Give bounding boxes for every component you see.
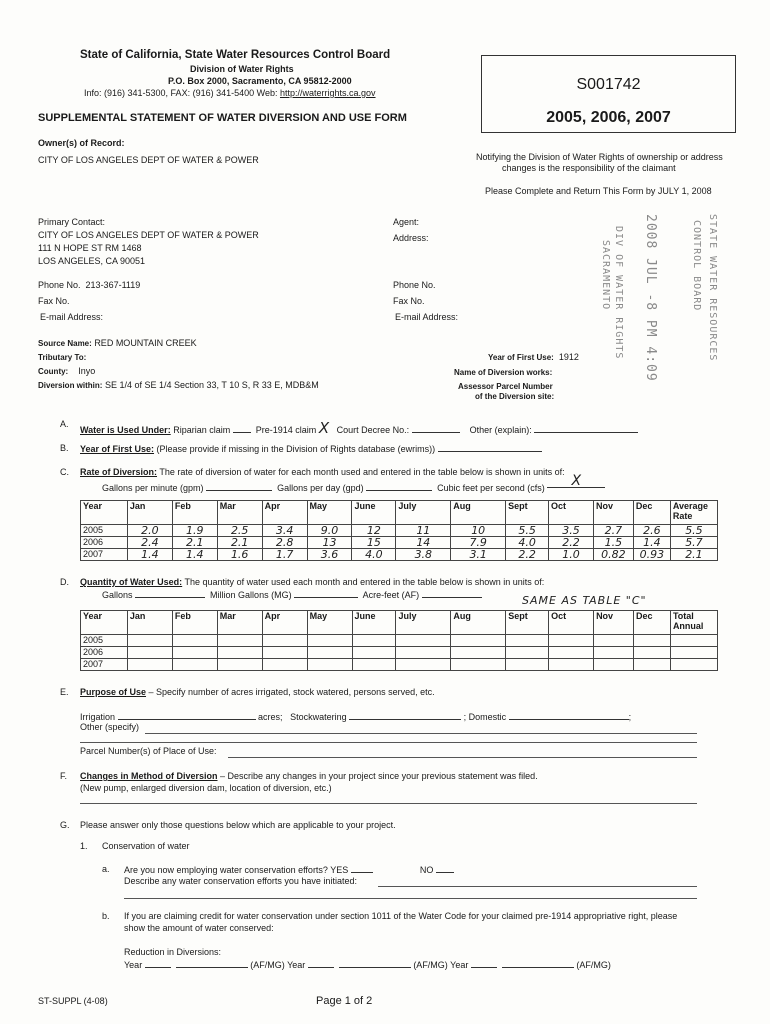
item-a-letter: a. [102,864,110,874]
rate-value-cell[interactable]: 1.9 [172,525,217,537]
domestic-blank[interactable] [509,711,629,720]
section-b-title: Year of First Use: [80,444,155,454]
col-oct: Oct [549,501,594,525]
quantity-value-cell[interactable] [307,659,352,671]
col-mar: Mar [217,501,262,525]
sacramento-stamp: SACRAMENTO [600,240,611,311]
afmg-label-3: (AF/MG) [576,960,611,970]
rate-value-cell[interactable]: 2.8 [262,537,307,549]
col-jan: Jan [127,501,172,525]
quantity-value-cell[interactable] [634,635,671,647]
source-row [38,338,197,348]
gpd-blank[interactable] [366,482,432,491]
col-average-rate: Average Rate [670,501,717,525]
col-sept: Sept [506,501,549,525]
statement-years: 2005, 2006, 2007 [546,109,671,126]
other-specify-line-2[interactable] [80,742,697,743]
first-use-row [488,352,579,362]
quantity-value-cell[interactable] [506,659,549,671]
qcol-mar: Mar [217,611,262,635]
quantity-used-table [80,610,718,671]
quantity-value-cell[interactable] [451,635,506,647]
reduction-label: Reduction in Diversions: [124,947,222,957]
parcel-line[interactable] [228,757,697,758]
rate-value-cell[interactable]: 2.5 [217,525,262,537]
rate-value-cell[interactable]: 3.6 [307,549,352,561]
gpm-blank[interactable] [206,482,272,491]
form-title: SUPPLEMENTAL STATEMENT OF WATER DIVERSION AND USE FORM [38,112,407,124]
section-e-title: Purpose of Use [80,687,147,697]
other-explain-label: Other (explain): [469,425,532,435]
rate-value-cell[interactable]: 2.1 [217,537,262,549]
col-year: Year [81,501,128,525]
primary-contact-label: Primary Contact: [38,217,106,227]
agent-fax-label: Fax No. [393,296,425,306]
qcol-nov: Nov [594,611,634,635]
rate-year-cell: 2006 [81,537,128,549]
quantity-year-cell: 2007 [81,659,128,671]
qcol-july: July [396,611,451,635]
diversion-works-label: Name of Diversion works: [454,368,553,377]
first-use-value: 1912 [558,352,579,362]
rate-value-cell[interactable]: 9.0 [307,525,352,537]
reduction-row [124,959,611,970]
quantity-value-cell[interactable] [594,647,634,659]
section-d-row [80,577,544,587]
gpm-label: Gallons per minute (gpm) [102,483,204,493]
afmg-label-2: (AF/MG) [413,960,448,970]
contact-street: 111 N HOPE ST RM 1468 [38,243,142,253]
quantity-value-cell[interactable] [549,635,594,647]
quantity-value-cell[interactable] [594,635,634,647]
quantity-value-cell[interactable] [262,647,307,659]
first-use-label: Year of First Use: [488,353,554,362]
quantity-year-cell: 2005 [81,635,128,647]
first-use-blank[interactable] [438,443,542,452]
qcol-oct: Oct [549,611,594,635]
rate-value-cell[interactable]: 1.4 [172,549,217,561]
section-b-letter: B. [60,443,69,453]
section-e-row [80,687,435,697]
af-blank[interactable] [422,589,482,598]
cfs-mark: X [571,473,582,489]
contact-name: CITY OF LOS ANGELES DEPT OF WATER & POWER [38,230,259,240]
col-aug: Aug [451,501,506,525]
col-may: May [307,501,352,525]
rate-header-row [81,501,718,525]
division-name: Division of Water Rights [190,64,294,74]
gallons-label: Gallons [102,590,133,600]
qcol-may: May [307,611,352,635]
court-decree-blank[interactable] [412,424,460,433]
quantity-value-cell[interactable] [217,635,262,647]
conservation-credit-question-2: show the amount of water conserved: [124,923,274,933]
quantity-value-cell[interactable] [172,635,217,647]
diversion-label: Diversion within: [38,381,103,390]
county-value: Inyo [78,366,96,376]
section-f-title: Changes in Method of Diversion [80,771,218,781]
statement-id: S001742 [576,76,641,93]
amount-blank-3[interactable] [502,959,574,968]
rate-value-cell[interactable]: 1.4 [127,549,172,561]
section-d-text: The quantity of water used each month and entered in the table below is shown in units of: [184,577,545,587]
rate-year-cell: 2007 [81,549,128,561]
quantity-value-cell[interactable] [396,635,451,647]
phone-value: 213-367-1119 [85,280,141,290]
qcol-apr: Apr [262,611,307,635]
item-1-label: Conservation of water [102,841,190,851]
quantity-row [81,659,718,671]
year-blank-2[interactable] [308,959,334,968]
rate-of-diversion-table [80,500,718,561]
info-text: Info: (916) 341-5300, FAX: (916) 341-5400 Web: [84,88,278,98]
rate-value-cell[interactable]: 1.6 [217,549,262,561]
rate-row [81,525,718,537]
quantity-units-row [102,589,482,600]
acres-label: acres; [258,712,283,722]
year-label-1: Year [124,960,143,970]
qcol-june: June [352,611,396,635]
quantity-year-cell: 2006 [81,647,128,659]
board-title: State of California, State Water Resources Control Board [80,49,391,61]
diversion-location: SE 1/4 of SE 1/4 Section 33, T 10 S, R 33 E, MDB&M [104,380,319,390]
amount-blank-2[interactable] [339,959,411,968]
item-1-number: 1. [80,841,88,851]
county-row [38,366,95,376]
quantity-value-cell[interactable] [262,659,307,671]
quantity-value-cell[interactable] [549,647,594,659]
describe-efforts-line-2[interactable] [124,898,697,899]
pre1914-mark[interactable]: X [318,419,330,437]
source-name: RED MOUNTAIN CREEK [94,338,197,348]
rate-value-cell[interactable]: 1.5 [593,537,633,549]
rate-value-cell[interactable]: 2.4 [127,537,172,549]
quantity-value-cell[interactable] [594,659,634,671]
quantity-value-cell[interactable] [127,647,172,659]
section-e-text: – Specify number of acres irrigated, stock watered, persons served, etc. [148,687,435,697]
owner-label: Owner(s) of Record: [38,138,125,148]
division-stamp: DIV OF WATER RIGHTS [613,226,624,360]
col-apr: Apr [262,501,307,525]
statement-id-box [481,55,736,133]
received-date-stamp: 2008 JUL -8 PM 4:09 [643,214,658,382]
fax-label: Fax No. [38,296,70,306]
rate-value-cell[interactable]: 5.5 [506,525,549,537]
rate-value-cell[interactable]: 1.4 [633,537,670,549]
quantity-value-cell[interactable] [634,659,671,671]
no-blank[interactable] [436,864,454,873]
col-nov: Nov [593,501,633,525]
year-label-2: Year [287,960,306,970]
section-a-title: Water is Used Under: [80,425,171,435]
quantity-value-cell[interactable] [352,647,396,659]
section-f-text-2: (New pump, enlarged diversion dam, location of diversion, etc.) [80,783,332,793]
contact-info [84,88,376,98]
col-july: July [396,501,451,525]
qcol-aug: Aug [451,611,506,635]
quantity-value-cell[interactable] [451,647,506,659]
quantity-value-cell[interactable] [352,659,396,671]
rate-value-cell[interactable]: 14 [396,537,451,549]
amount-blank-1[interactable] [176,959,248,968]
agent-phone-label: Phone No. [393,280,436,290]
rate-value-cell[interactable]: 2.1 [670,549,717,561]
quantity-value-cell[interactable] [451,659,506,671]
yes-blank[interactable] [351,864,373,873]
purpose-row: Irrigation acres; Stockwatering ; Domestic ; [80,712,632,722]
rate-value-cell[interactable]: 11 [396,525,451,537]
rate-value-cell[interactable]: 3.8 [396,549,451,561]
stockwatering-label: Stockwatering [290,712,347,722]
section-b-row [80,443,542,454]
section-c-text: The rate of diversion of water for each month used and entered in the table below is shown in units of: [159,467,565,477]
qcol-jan: Jan [127,611,172,635]
af-label: Acre-feet (AF) [362,590,420,600]
rate-value-cell[interactable]: 12 [352,525,396,537]
gpd-label: Gallons per day (gpd) [277,483,364,493]
contact-city: LOS ANGELES, CA 90051 [38,256,146,266]
quantity-value-cell[interactable] [506,635,549,647]
board-stamp: STATE WATER RESOURCES [707,214,718,362]
riparian-label: Riparian claim [173,425,231,435]
quantity-value-cell[interactable] [127,659,172,671]
rate-value-cell[interactable]: 2.1 [172,537,217,549]
describe-efforts-label: Describe any water conservation efforts you have initiated: [124,876,357,886]
section-f-row [80,771,538,781]
rate-value-cell[interactable]: 5.5 [670,525,717,537]
section-c-row [80,467,565,477]
rate-value-cell[interactable]: 5.7 [670,537,717,549]
cfs-blank[interactable] [547,473,605,489]
agent-address-label: Address: [393,233,429,243]
mg-blank[interactable] [294,589,358,598]
describe-efforts-line[interactable] [378,886,697,887]
irrigation-label: Irrigation [80,712,116,722]
quantity-value-cell[interactable] [634,647,671,659]
quantity-value-cell[interactable] [217,647,262,659]
apn-label: Assessor Parcel Number [458,382,553,391]
domestic-label: ; Domestic [463,712,507,722]
afmg-label-1: (AF/MG) [250,960,285,970]
quantity-value-cell[interactable] [172,659,217,671]
rate-value-cell[interactable]: 4.0 [506,537,549,549]
rate-value-cell[interactable]: 1.7 [262,549,307,561]
form-id: ST-SUPPL (4-08) [38,996,108,1006]
rate-value-cell[interactable]: 2.2 [506,549,549,561]
source-name-label: Source Name: [38,339,92,348]
rate-value-cell[interactable]: 0.93 [633,549,670,561]
col-dec: Dec [633,501,670,525]
county-label: County: [38,367,69,376]
phone-label: Phone No. [38,280,81,290]
quantity-value-cell[interactable] [307,647,352,659]
rate-units-row [102,473,605,493]
rate-value-cell[interactable]: 0.82 [593,549,633,561]
return-notice: Please Complete and Return This Form by JULY 1, 2008 [485,186,712,196]
section-g-text: Please answer only those questions below which are applicable to your project. [80,820,396,830]
qcol-sept: Sept [506,611,549,635]
agent-label: Agent: [393,217,420,227]
other-explain-blank[interactable] [534,424,638,433]
rate-value-cell[interactable]: 2.2 [549,537,594,549]
section-d-title: Quantity of Water Used: [80,577,183,587]
mg-label: Million Gallons (MG) [210,590,292,600]
conservation-credit-question: If you are claiming credit for water conservation under section 1011 of the Water Code for your claimed pre-1914 appropriative right, please [124,911,678,921]
section-b-text: (Please provide if missing in the Division of Rights database (ewrims)) [156,444,436,454]
rate-row [81,549,718,561]
board-stamp-2: CONTROL BOARD [691,220,702,312]
rate-value-cell[interactable]: 10 [451,525,506,537]
quantity-value-cell[interactable] [262,635,307,647]
web-link[interactable]: http://waterrights.ca.gov [279,88,376,98]
rate-value-cell[interactable]: 2.7 [593,525,633,537]
qcol-dec: Dec [634,611,671,635]
quantity-value-cell[interactable] [352,635,396,647]
quantity-row [81,635,718,647]
owner-name: CITY OF LOS ANGELES DEPT OF WATER & POWER [38,155,259,165]
rate-row [81,537,718,549]
parcel-label: Parcel Number(s) of Place of Use: [80,746,217,756]
other-specify-label: Other (specify) [80,722,140,732]
quantity-value-cell[interactable] [307,635,352,647]
rate-value-cell[interactable]: 2.0 [127,525,172,537]
pre1914-label: Pre-1914 claim [255,425,317,435]
year-blank-3[interactable] [471,959,497,968]
rate-value-cell[interactable]: 7.9 [451,537,506,549]
rate-value-cell[interactable]: 1.0 [549,549,594,561]
no-label: NO [419,865,434,875]
year-label-3: Year [450,960,469,970]
section-a-row [80,419,638,437]
rate-value-cell[interactable]: 3.1 [451,549,506,561]
cfs-label: Cubic feet per second (cfs) [437,483,545,493]
qcol-year: Year [81,611,128,635]
col-feb: Feb [172,501,217,525]
contact-phone-row [38,280,140,290]
quantity-value-cell[interactable] [127,635,172,647]
rate-value-cell[interactable]: 15 [352,537,396,549]
quantity-value-cell[interactable] [670,635,717,647]
gallons-blank[interactable] [135,589,205,598]
riparian-blank[interactable] [233,424,251,433]
section-f-text: – Describe any changes in your project since your previous statement was filed. [220,771,538,781]
rate-year-cell: 2005 [81,525,128,537]
notice-line2: changes is the responsibility of the claimant [502,163,676,173]
other-specify-line[interactable] [145,733,697,734]
section-d-letter: D. [60,577,69,587]
rate-value-cell[interactable]: 2.6 [633,525,670,537]
conservation-question: Are you now employing water conservation efforts? YES [124,865,349,875]
quantity-value-cell[interactable] [396,659,451,671]
quantity-header-row [81,611,718,635]
year-blank-1[interactable] [145,959,171,968]
quantity-value-cell[interactable] [217,659,262,671]
irrigation-blank[interactable] [118,711,256,720]
quantity-value-cell[interactable] [670,659,717,671]
rate-value-cell[interactable]: 4.0 [352,549,396,561]
section-f-letter: F. [60,771,68,781]
apn-label-2: of the Diversion site: [475,392,555,401]
agent-email-label: E-mail Address: [395,312,459,322]
rate-value-cell[interactable]: 3.4 [262,525,307,537]
po-box: P.O. Box 2000, Sacramento, CA 95812-2000 [168,76,352,86]
quantity-value-cell[interactable] [549,659,594,671]
quantity-row [81,647,718,659]
section-c-letter: C. [60,467,69,477]
rate-value-cell[interactable]: 3.5 [549,525,594,537]
item-b-letter: b. [102,911,110,921]
quantity-value-cell[interactable] [396,647,451,659]
section-c-title: Rate of Diversion: [80,467,158,477]
conservation-question-row [124,864,454,875]
notice-line1: Notifying the Division of Water Rights of ownership or address [476,152,723,162]
section-e-letter: E. [60,687,69,697]
quantity-value-cell[interactable] [506,647,549,659]
col-june: June [352,501,396,525]
rate-value-cell[interactable]: 13 [307,537,352,549]
changes-line[interactable] [80,803,697,804]
quantity-value-cell[interactable] [172,647,217,659]
section-a-letter: A. [60,419,69,429]
same-as-table-note: SAME AS TABLE "C" [522,594,647,607]
page-number: Page 1 of 2 [316,995,373,1007]
diversion-row [38,380,319,390]
qcol-feb: Feb [172,611,217,635]
email-label: E-mail Address: [40,312,104,322]
section-g-letter: G. [60,820,70,830]
stockwatering-blank[interactable] [349,711,461,720]
tributary-label: Tributary To: [38,353,87,362]
quantity-value-cell[interactable] [670,647,717,659]
qcol-total-annual: Total Annual [670,611,717,635]
court-decree-label: Court Decree No.: [336,425,410,435]
